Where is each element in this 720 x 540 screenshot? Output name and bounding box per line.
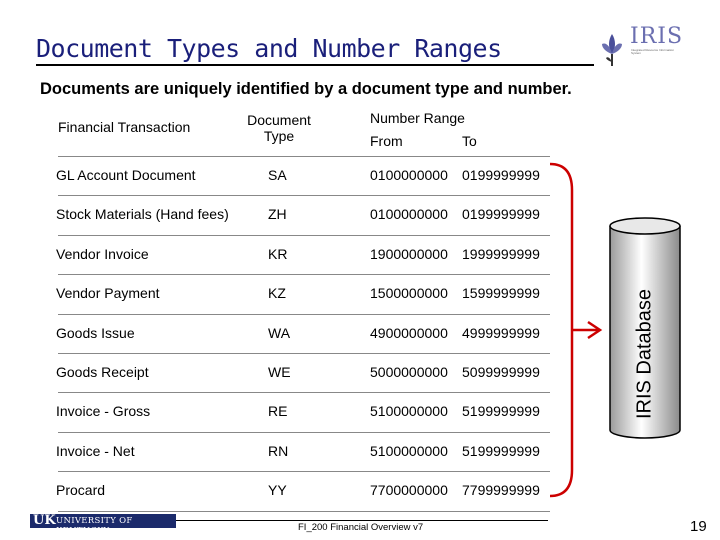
- cell-from: 7700000000: [370, 482, 448, 498]
- cell-doc-type: RE: [268, 403, 288, 419]
- cell-transaction: Invoice - Gross: [56, 403, 151, 419]
- cell-from: 5100000000: [370, 443, 448, 459]
- cell-transaction: Invoice - Net: [56, 443, 135, 459]
- cell-doc-type: YY: [268, 482, 287, 498]
- cell-doc-type: WA: [268, 325, 291, 341]
- cell-to: 0199999999: [462, 167, 540, 183]
- logo-subtext: Integrated Resource Information System: [631, 48, 675, 55]
- cell-transaction: Vendor Invoice: [56, 246, 149, 262]
- database-label: IRIS Database: [633, 288, 656, 420]
- connector-bracket: [550, 160, 610, 500]
- footer-logo-name: UNIVERSITY OF KENTUCKY: [56, 516, 133, 536]
- cell-to: 5199999999: [462, 403, 540, 419]
- header-to: To: [462, 133, 477, 149]
- header-doc-type-line1: Document: [247, 112, 311, 128]
- row-divider: [58, 314, 550, 315]
- footer-university-logo: [30, 513, 176, 536]
- cell-from: 5000000000: [370, 364, 448, 380]
- page-number: 19: [690, 518, 707, 535]
- footer-text: FI_200 Financial Overview v7: [298, 522, 424, 533]
- cell-doc-type: RN: [268, 443, 289, 459]
- row-divider: [58, 353, 550, 354]
- cell-transaction: Goods Issue: [56, 325, 135, 341]
- header-from: From: [370, 133, 403, 149]
- cell-transaction: Vendor Payment: [56, 285, 160, 301]
- logo-text: IRIS: [630, 24, 684, 49]
- cell-doc-type: KR: [268, 246, 288, 262]
- footer-logo-mark: UK: [33, 513, 56, 528]
- row-divider: [58, 235, 550, 236]
- cell-from: 5100000000: [370, 403, 448, 419]
- row-divider: [58, 195, 550, 196]
- cell-from: 1500000000: [370, 285, 448, 301]
- cell-doc-type: SA: [268, 167, 287, 183]
- cell-transaction: Procard: [56, 482, 106, 498]
- header-doc-type-line2: Type: [263, 128, 295, 144]
- header-number-range: Number Range: [370, 110, 465, 126]
- cell-doc-type: ZH: [268, 206, 287, 222]
- cell-to: 5099999999: [462, 364, 540, 380]
- header-doc-type: [247, 112, 311, 144]
- row-divider: [58, 471, 550, 472]
- header-transaction: Financial Transaction: [58, 119, 191, 135]
- cell-transaction: Goods Receipt: [56, 364, 149, 380]
- cell-transaction: Stock Materials (Hand fees): [56, 206, 229, 222]
- cell-from: 0100000000: [370, 206, 448, 222]
- slide-subtitle: Documents are uniquely identified by a document type and number.: [40, 80, 572, 98]
- cell-doc-type: WE: [268, 364, 291, 380]
- row-divider: [58, 156, 550, 157]
- cell-to: 4999999999: [462, 325, 540, 341]
- cell-to: 1999999999: [462, 246, 540, 262]
- cell-to: 0199999999: [462, 206, 540, 222]
- title-underline: [36, 64, 594, 66]
- row-divider: [58, 511, 550, 512]
- cell-to: 7799999999: [462, 482, 540, 498]
- cell-transaction: GL Account Document: [56, 167, 196, 183]
- cell-to: 1599999999: [462, 285, 540, 301]
- row-divider: [58, 432, 550, 433]
- footer-rule: [176, 520, 548, 521]
- row-divider: [58, 392, 550, 393]
- cell-from: 1900000000: [370, 246, 448, 262]
- slide-title: Document Types and Number Ranges: [36, 34, 502, 63]
- cell-doc-type: KZ: [268, 285, 286, 301]
- row-divider: [58, 274, 550, 275]
- cell-from: 0100000000: [370, 167, 448, 183]
- cell-from: 4900000000: [370, 325, 448, 341]
- cell-to: 5199999999: [462, 443, 540, 459]
